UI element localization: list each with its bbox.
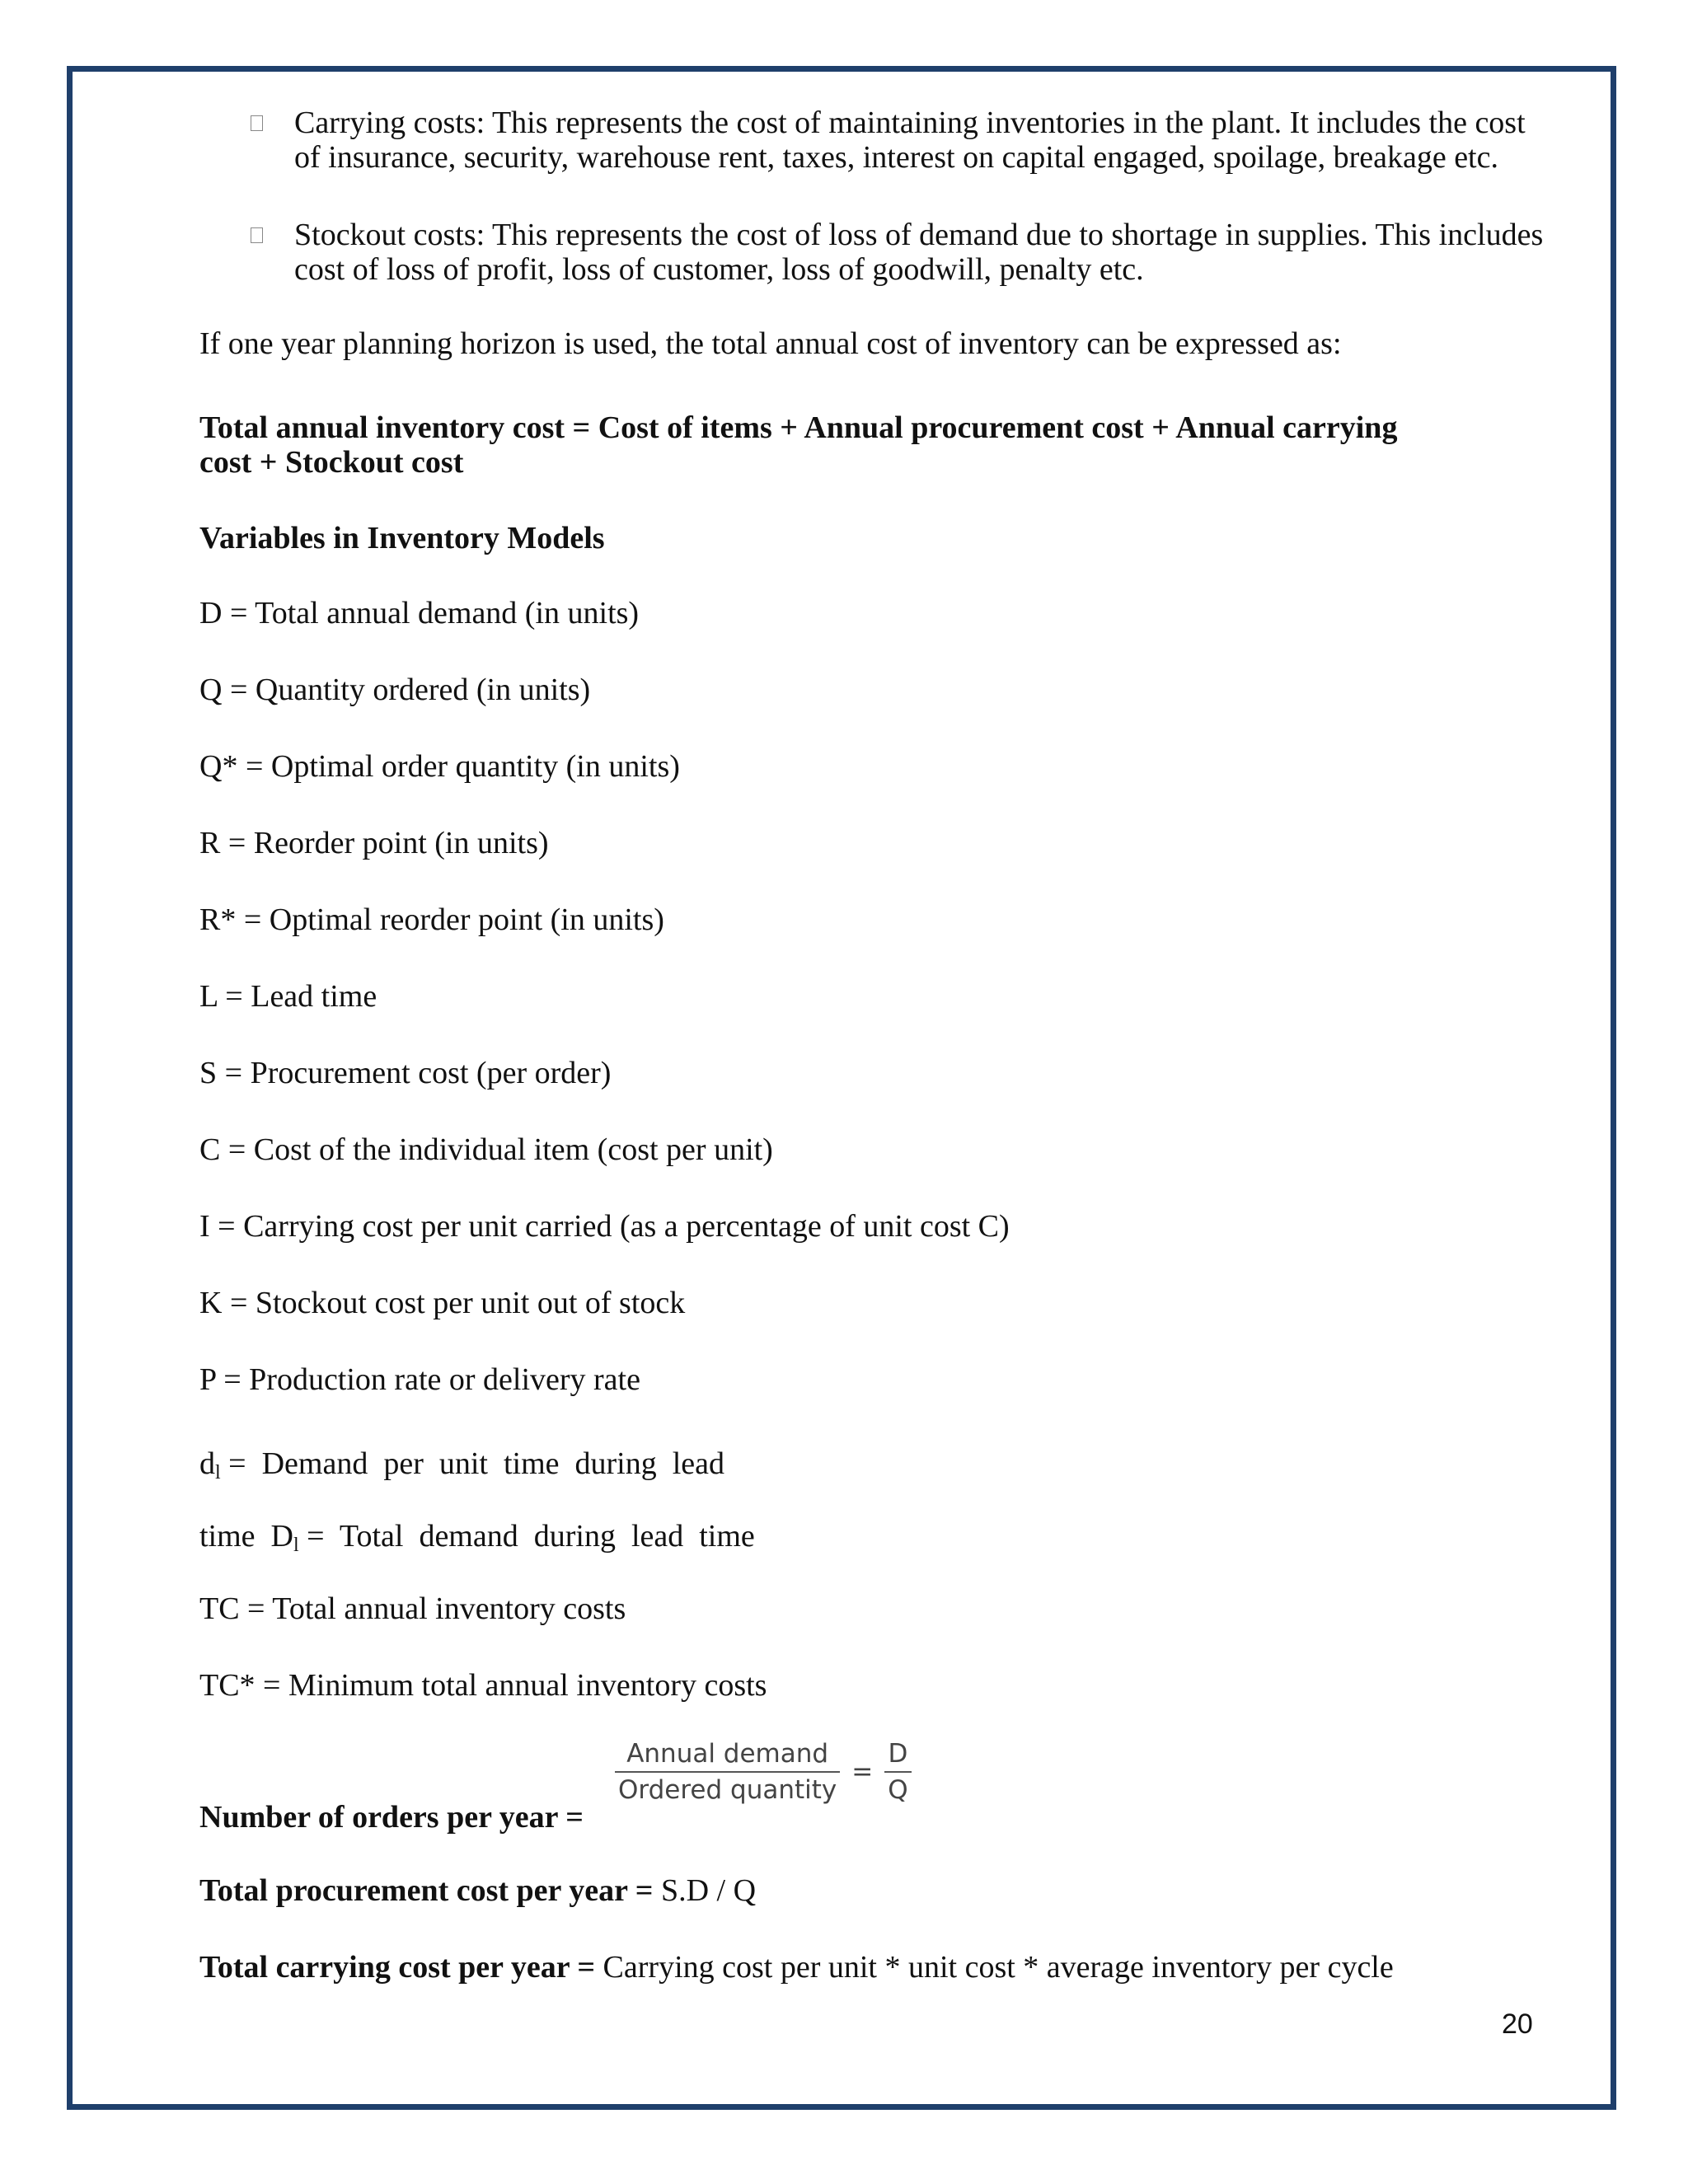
variable-l: L = Lead time xyxy=(199,979,377,1014)
variable-i: I = Carrying cost per unit carried (as a percentage of unit cost C) xyxy=(199,1209,1010,1244)
carrying-cost-value: Carrying cost per unit * unit cost * average inventory per cycle xyxy=(595,1950,1394,1985)
fraction-denominator: Ordered quantity xyxy=(618,1775,837,1805)
procurement-cost-label: Total procurement cost per year = xyxy=(199,1873,654,1908)
variable-dl-text: = Demand per unit time during lead xyxy=(220,1446,725,1481)
bullet-icon xyxy=(251,227,263,243)
bullet-text: Carrying costs: This represents the cost of maintaining inventories in the plant. It includes the cost of insurance, security, warehouse rent, taxes, interest on capital engaged, spoilage, breakage etc. xyxy=(294,105,1526,175)
carrying-cost-label: Total carrying cost per year = xyxy=(199,1950,596,1985)
variable-d: D = Total annual demand (in units) xyxy=(199,596,640,630)
orders-per-year-label: Number of orders per year = xyxy=(199,1800,584,1835)
variable-Dl-subscript: l xyxy=(293,1535,299,1556)
fraction-numerator: Annual demand xyxy=(626,1739,829,1769)
variable-dl-subscript: l xyxy=(215,1462,221,1483)
fraction-denominator: Q xyxy=(888,1775,908,1805)
variable-Dl-text: = Total demand during lead time xyxy=(298,1519,755,1554)
bullet-stockout-costs xyxy=(251,218,1547,287)
variable-tc-star: TC* = Minimum total annual inventory costs xyxy=(199,1668,767,1703)
variable-dl xyxy=(199,1446,724,1490)
variable-p: P = Production rate or delivery rate xyxy=(199,1362,640,1397)
variable-tc: TC = Total annual inventory costs xyxy=(199,1591,626,1626)
variable-q: Q = Quantity ordered (in units) xyxy=(199,673,591,707)
fraction-numerator: D xyxy=(888,1739,908,1769)
intro-paragraph: If one year planning horizon is used, the total annual cost of inventory can be expressed as: xyxy=(199,326,1342,361)
orders-per-year-formula xyxy=(615,1739,912,1805)
carrying-cost-line xyxy=(199,1950,1394,1985)
variable-q-star: Q* = Optimal order quantity (in units) xyxy=(199,749,680,784)
procurement-cost-value: S.D / Q xyxy=(653,1873,757,1908)
procurement-cost-line xyxy=(199,1873,756,1908)
variable-r: R = Reorder point (in units) xyxy=(199,826,549,860)
total-cost-formula-line2: cost + Stockout cost xyxy=(199,445,464,480)
variable-c: C = Cost of the individual item (cost per unit) xyxy=(199,1132,773,1167)
bullet-text: Stockout costs: This represents the cost of loss of demand due to shortage in supplies. This includes cost of loss of profit, loss of customer, loss of goodwill, penalty etc. xyxy=(294,218,1544,287)
bullet-carrying-costs xyxy=(251,105,1547,175)
bullet-icon xyxy=(251,115,263,131)
page-number: 20 xyxy=(1502,2008,1533,2040)
variable-Dl-prefix: time D xyxy=(199,1519,293,1554)
variable-s: S = Procurement cost (per order) xyxy=(199,1056,612,1090)
variable-r-star: R* = Optimal reorder point (in units) xyxy=(199,902,664,937)
variables-heading: Variables in Inventory Models xyxy=(199,521,605,555)
total-cost-formula-line1: Total annual inventory cost = Cost of items + Annual procurement cost + Annual carrying xyxy=(199,410,1398,445)
fraction-annual-demand-over-ordered-quantity xyxy=(615,1739,840,1805)
variable-Dl xyxy=(199,1519,755,1563)
equals-sign: = xyxy=(851,1757,874,1787)
variable-k: K = Stockout cost per unit out of stock xyxy=(199,1286,686,1320)
variable-dl-prefix: d xyxy=(199,1446,215,1481)
fraction-d-over-q xyxy=(884,1739,911,1805)
